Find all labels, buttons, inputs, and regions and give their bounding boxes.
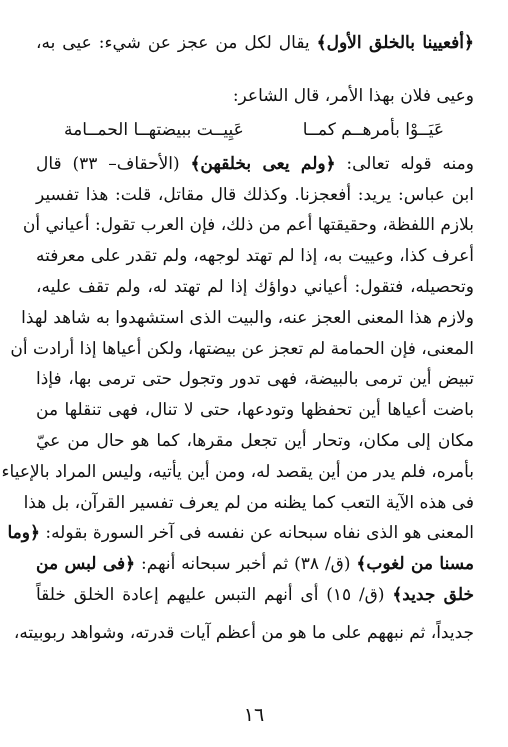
text-line-11: باضت أعياها أين تحفظها وتودعها، حتى لا تنال، فهى تنقلها من	[36, 400, 474, 420]
text-line-9: المعنى، فإن الحمامة لم تعجز عن بيضتها، ولكن أعياها إذا أرادت أن	[10, 339, 474, 359]
text-line-5: بلازم اللفظة، وحقيقتها أعم من ذلك، فإن العرب تقول: أعياني أن	[22, 215, 474, 235]
text-line-15: المعنى هو الذى نفاه سبحانه عن نفسه فى آخر السورة بقوله: ﴿وما	[7, 523, 474, 543]
poetry-verse	[36, 116, 474, 145]
verse-first-hemistich: عَيَــوْا بأمرهــم كمــا	[302, 120, 444, 140]
verse-second-hemistich: عَيِيــت ببيضتهــا الحمــامة	[64, 120, 244, 140]
text-line-2: وعيى فلان بهذا الأمر، قال الشاعر:	[232, 86, 474, 106]
page-number: ١٦	[243, 704, 265, 726]
text-line-3: ومنه قوله تعالى: ﴿ولم يعى بخلقهن﴾ (الأحقاف– ٣٣) قال	[36, 154, 474, 174]
text-line-6: أعرف كذا، وعييت به، إذا لم تهتد لوجهه، ولم تقدر على معرفته	[36, 246, 474, 266]
text-line-12: مكان إلى مكان، وتحار أين تجعل مقرها، كما هو حال من عيّ	[36, 431, 474, 451]
text-line-14: فى هذه الآية التعب كما يظنه من لم يعرف تفسير القرآن، بل هذا	[23, 493, 474, 513]
text-line-4: ابن عباس: يريد: أفعجزنا. وكذلك قال مقاتل، قلت: هذا تفسير	[36, 185, 474, 205]
text-line-1: ﴿أفعيينا بالخلق الأول﴾ يقال لكل من عجز عن شيء: عيى به،	[36, 33, 474, 53]
text-line-16: مسنا من لغوب﴾ (ق/ ٣٨) ثم أخبر سبحانه أنهم: ﴿فى لبس من	[36, 554, 474, 574]
text-line-10: تبيض أين ترمى بالبيضة، فهى تدور وتجول حتى ترمى بها، فإذا	[36, 369, 474, 389]
text-line-18: جديداً، ثم نبههم على ما هو من أعظم آيات قدرته، وشواهد ربوبيته،	[13, 623, 474, 643]
text-line-8: ولازم هذا المعنى العجز عنه، والبيت الذى استشهدوا به شاهد لهذا	[21, 308, 474, 328]
text-line-17: خلق جديد﴾ (ق/ ١٥) أى أنهم التبس عليهم إعادة الخلق خلقاً	[36, 585, 474, 605]
text-line-7: وتحصيله، فتقول: أعياني دواؤك إذا لم تهتد له، ولم تقف عليه،	[36, 277, 474, 297]
text-line-13: بأمره، فلم يدر من أين يقصد له، ومن أين يأتيه، وليس المراد بالإعياء	[1, 462, 474, 482]
